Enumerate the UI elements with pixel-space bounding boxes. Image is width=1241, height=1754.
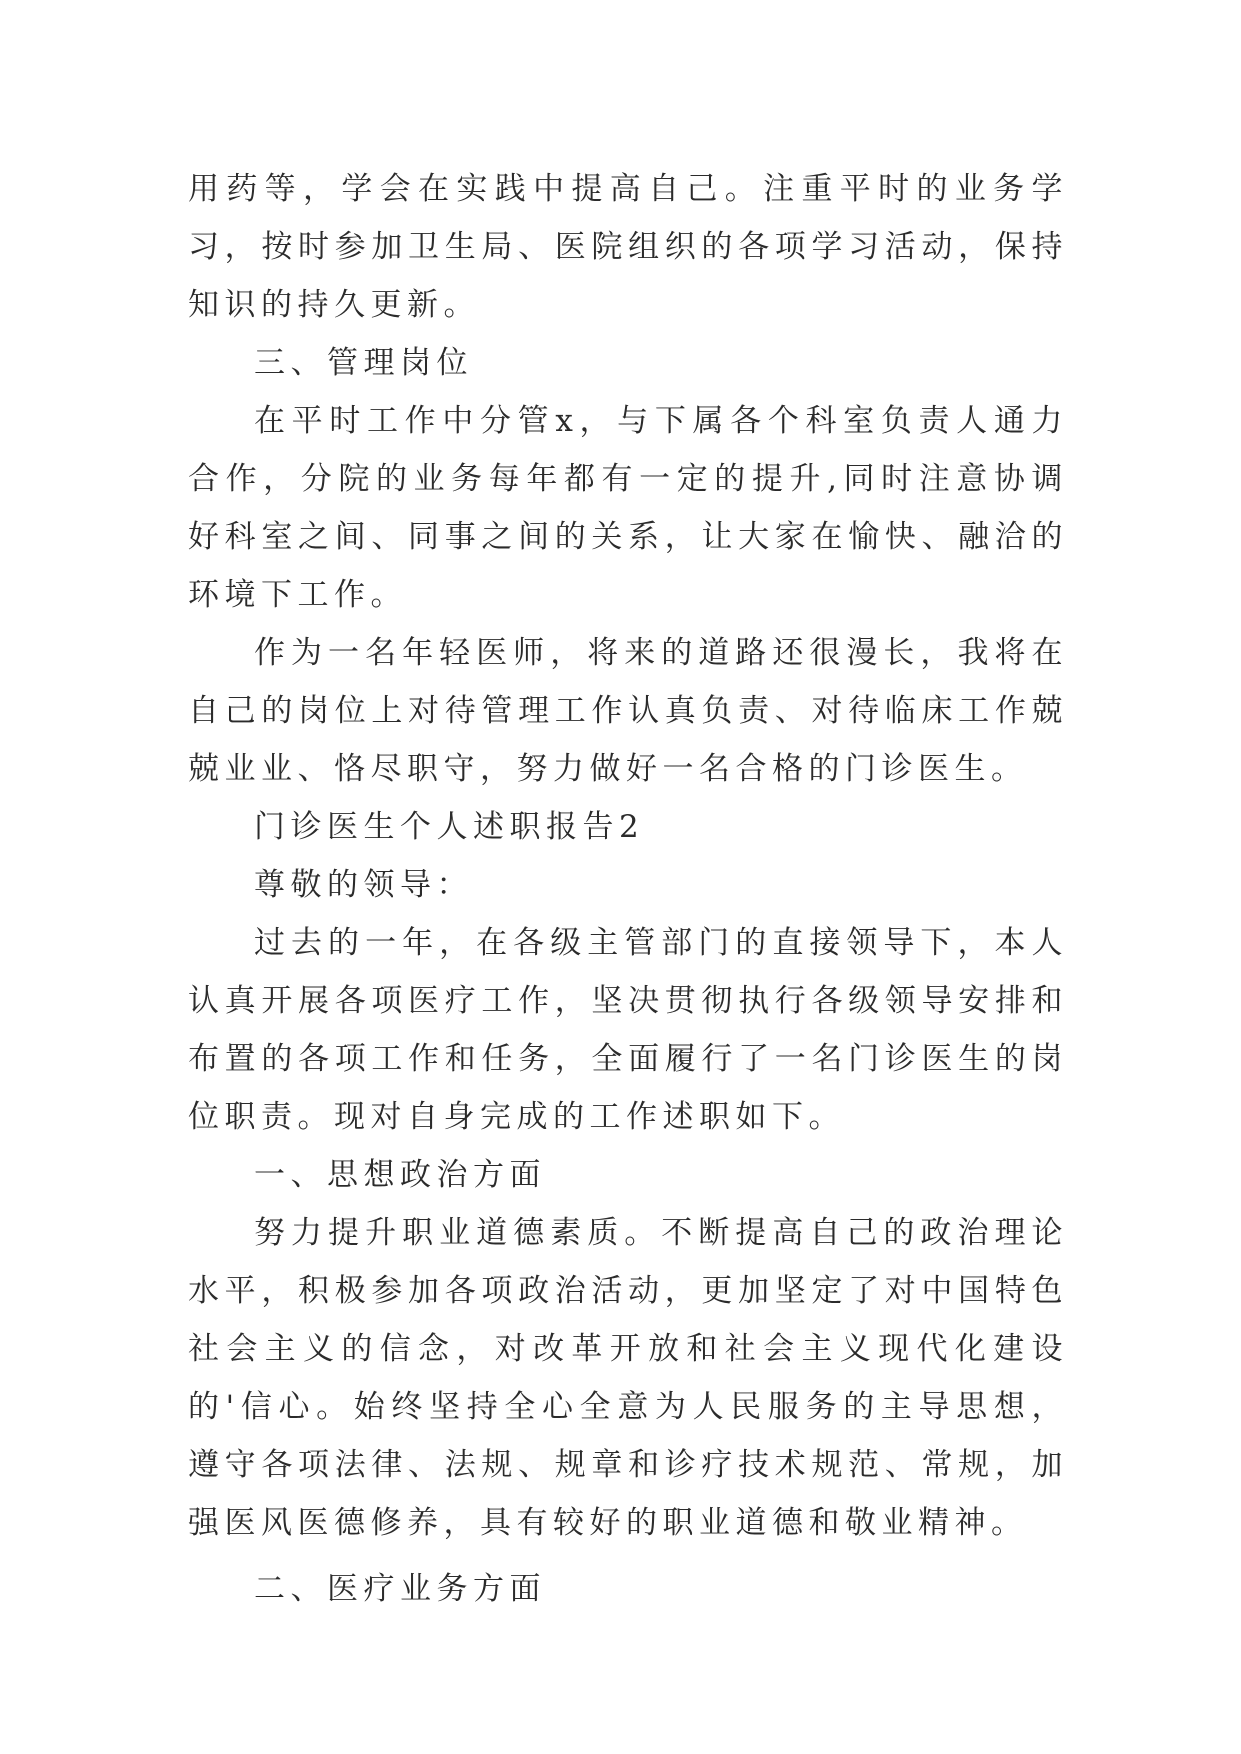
paragraph-intro: 过去的一年，在各级主管部门的直接领导下，本人认真开展各项医疗工作，坚决贯彻执行各级领导安排和布置的各项工作和任务，全面履行了一名门诊医生的岗位职责。现对自身完成的工作述职如下。 [188,925,1068,1135]
paragraph-continuation: 用药等，学会在实践中提高自己。注重平时的业务学习，按时参加卫生局、医院组织的各项学习活动，保持知识的持久更新。 [188,171,1068,323]
report-title: 门诊医生个人述职报告2 [254,809,645,845]
document-body [188,160,1068,1618]
section-heading-political: 一、思想政治方面 [254,1157,546,1193]
paragraph-conclusion: 作为一名年轻医师，将来的道路还很漫长，我将在自己的岗位上对待管理工作认真负责、对待临床工作兢兢业业、恪尽职守，努力做好一名合格的门诊医生。 [188,635,1068,787]
salutation: 尊敬的领导： [254,867,473,903]
section-heading-management: 三、管理岗位 [254,345,473,381]
section-heading-medical: 二、医疗业务方面 [254,1571,546,1607]
paragraph-political: 努力提升职业道德素质。不断提高自己的政治理论水平，积极参加各项政治活动，更加坚定了对中国特色社会主义的信念，对改革开放和社会主义现代化建设的'信心。始终坚持全心全意为人民服务的主导思想，遵守各项法律、法规、规章和诊疗技术规范、常规，加强医风医德修养，具有较好的职业道德和敬业精神。 [188,1215,1068,1541]
paragraph-management: 在平时工作中分管x，与下属各个科室负责人通力合作，分院的业务每年都有一定的提升,同时注意协调好科室之间、同事之间的关系，让大家在愉快、融洽的环境下工作。 [188,403,1068,613]
